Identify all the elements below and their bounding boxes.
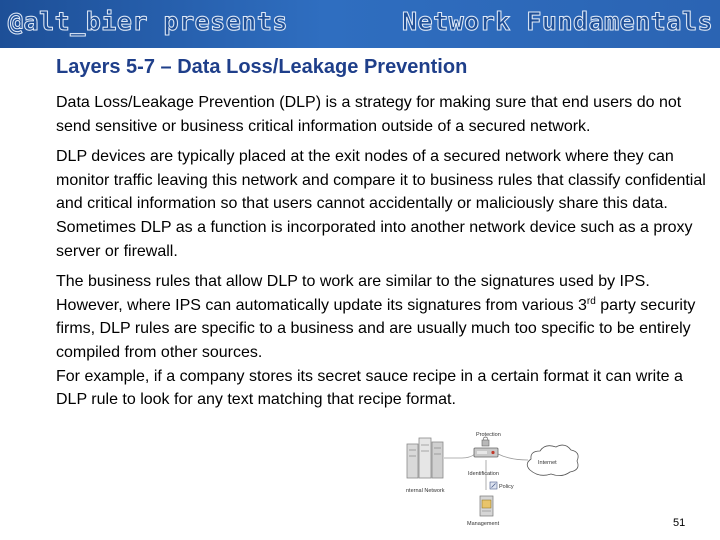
paragraph-example: For example, if a company stores its secret sauce recipe in a certain format it can write a DLP rule to look for any text matching that recipe format. [56, 367, 683, 409]
dlp-appliance-icon [474, 448, 498, 457]
label-policy: Policy [499, 484, 514, 490]
label-management: Management [467, 521, 500, 527]
rules-text-part-2: party security firms, DLP rules are specific to a business and are usually much too specific to be entirely compiled from other sources. [56, 296, 696, 361]
slide-body [56, 91, 706, 419]
paragraph-business-rules [56, 270, 706, 364]
slide-title: Layers 5-7 – Data Loss/Leakage Prevention [56, 56, 468, 78]
dlp-network-diagram [400, 430, 585, 530]
course-logo: Network Fundamentals [401, 7, 713, 36]
paragraph-dlp-placement: DLP devices are typically placed at the exit nodes of a secured network where they can monitor traffic leaving this network and compare it to business rules that classify confidential and critical information so that users cannot accidentally or maliciously share this data. Sometimes DLP as a function is incorporated into another network device such as a proxy server or firewall. [56, 148, 706, 260]
label-identification: Identification [468, 471, 499, 477]
server-icon [407, 438, 443, 478]
ordinal-suffix: rd [586, 295, 596, 307]
label-internal-network: nternal Network [406, 488, 445, 494]
policy-key-icon [490, 482, 497, 489]
presenter-logo: @alt_bier presents [8, 7, 288, 36]
management-console-icon [480, 496, 493, 516]
rules-text-part-1: The business rules that allow DLP to work are similar to the signatures used by IPS. However, where IPS can automatically update its signatures from various 3 [56, 273, 650, 314]
header-banner [0, 0, 720, 48]
page-number: 51 [673, 517, 686, 529]
lock-icon [482, 437, 489, 446]
paragraph-dlp-definition: Data Loss/Leakage Prevention (DLP) is a strategy for making sure that end users do not send sensitive or business critical information outside of a secured network. [56, 94, 682, 135]
label-internet: Internet [538, 460, 557, 466]
label-protection: Protection [476, 432, 501, 438]
